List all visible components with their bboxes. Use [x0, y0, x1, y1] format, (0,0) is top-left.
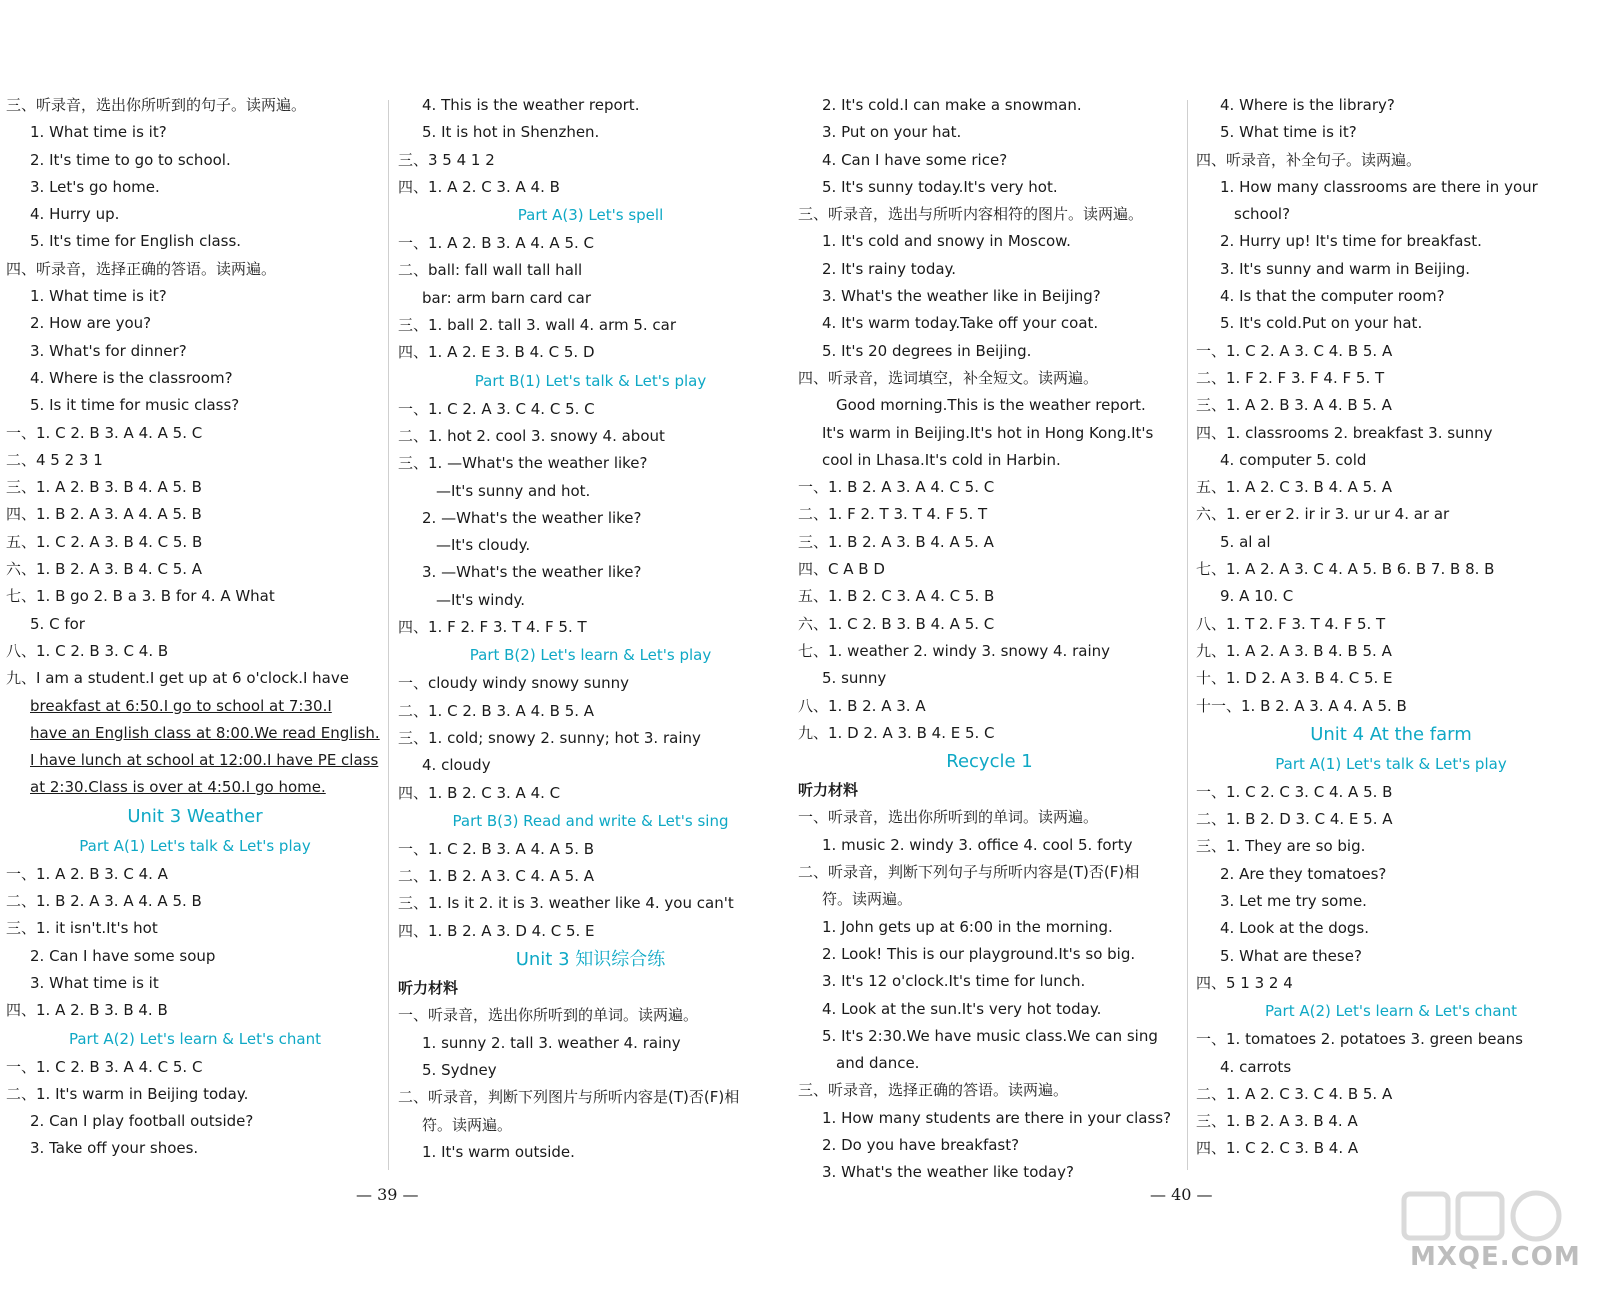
- text-line: 3. —What's the weather like?: [422, 563, 642, 582]
- text-line: —It's windy.: [436, 590, 525, 609]
- text-line: 三、1. Is it 2. it is 3. weather like 4. you can't: [398, 894, 734, 913]
- text-line: 三、1. ball 2. tall 3. wall 4. arm 5. car: [398, 316, 677, 335]
- text-line: 3. Let me try some.: [1220, 892, 1367, 911]
- text-line: 八、1. C 2. B 3. C 4. B: [6, 641, 169, 660]
- text-line: 1. What time is it?: [30, 287, 167, 306]
- text-line: 二、ball: fall wall tall hall: [398, 261, 583, 280]
- page-number-left: — 39 —: [356, 1185, 419, 1204]
- text-line: 符。读两遍。: [422, 1115, 513, 1134]
- text-line: 1. music 2. windy 3. office 4. cool 5. forty: [822, 835, 1133, 854]
- text-line: 2. It's cold.I can make a snowman.: [822, 96, 1082, 114]
- text-line: I have lunch at school at 12:00.I have PE class: [30, 751, 379, 770]
- text-line: 四、1. B 2. A 3. D 4. C 5. E: [398, 921, 595, 940]
- text-line: —It's sunny and hot.: [436, 481, 591, 500]
- text-line: 三、听录音，选择正确的答语。读两遍。: [798, 1081, 1069, 1100]
- section-subheading: Part A(2) Let's learn & Let's chant: [68, 1029, 322, 1048]
- text-line: 四、听录音，补全句子。读两遍。: [1196, 150, 1422, 169]
- text-line: 4. carrots: [1220, 1057, 1292, 1076]
- text-line: 十、1. D 2. A 3. B 4. C 5. E: [1196, 669, 1393, 688]
- column-divider: [1187, 100, 1188, 1170]
- text-line: 5. It is hot in Shenzhen.: [422, 123, 600, 142]
- text-line: 5. It's cold.Put on your hat.: [1220, 314, 1423, 333]
- text-line: 三、听录音，选出与所听内容相符的图片。读两遍。: [798, 205, 1144, 224]
- text-line: 九、I am a student.I get up at 6 o'clock.I have: [6, 669, 349, 688]
- section-heading: Unit 3 Weather: [127, 805, 263, 827]
- text-line: —It's cloudy.: [436, 536, 531, 555]
- text-line: 四、1. A 2. C 3. A 4. B: [398, 177, 560, 196]
- section-subheading: Part A(1) Let's talk & Let's play: [79, 836, 311, 855]
- text-line: 三、1. They are so big.: [1196, 837, 1366, 856]
- text-line: 七、1. weather 2. windy 3. snowy 4. rainy: [798, 641, 1110, 660]
- text-line: 六、1. er er 2. ir ir 3. ur ur 4. ar ar: [1196, 505, 1450, 524]
- text-line: 3. What time is it: [30, 973, 159, 992]
- text-line: 2. Can I play football outside?: [30, 1112, 254, 1131]
- text-line: 三、1. B 2. A 3. B 4. A: [1196, 1112, 1358, 1131]
- text-line: 一、1. C 2. B 3. A 4. A 5. B: [398, 839, 595, 858]
- text-line: have an English class at 8:00.We read English.: [30, 723, 380, 742]
- section-subheading: Part A(2) Let's learn & Let's chant: [1264, 1002, 1518, 1021]
- text-line: 二、1. F 2. T 3. T 4. F 5. T: [798, 505, 988, 524]
- text-line: 四、听录音，选择正确的答语。读两遍。: [6, 259, 277, 278]
- text-line: 四、1. A 2. B 3. B 4. B: [6, 1001, 168, 1020]
- text-line: 3. It's 12 o'clock.It's time for lunch.: [822, 972, 1086, 991]
- text-line: 2. Hurry up! It's time for breakfast.: [1220, 232, 1482, 251]
- text-line: 四、1. A 2. E 3. B 4. C 5. D: [398, 343, 595, 362]
- column-2: [398, 92, 783, 1166]
- text-line: 四、1. classrooms 2. breakfast 3. sunny: [1196, 423, 1493, 442]
- text-line: 八、1. B 2. A 3. A: [798, 696, 926, 715]
- text-line: 4. This is the weather report.: [422, 96, 640, 114]
- text-line: 三、1. —What's the weather like?: [398, 454, 648, 473]
- text-line: 二、1. It's warm in Beijing today.: [6, 1084, 249, 1103]
- text-line: 九、1. A 2. A 3. B 4. B 5. A: [1196, 641, 1392, 660]
- text-line: 2. Can I have some soup: [30, 946, 216, 965]
- text-line: 三、1. it isn't.It's hot: [6, 919, 158, 938]
- text-line: 4. Look at the sun.It's very hot today.: [822, 999, 1102, 1018]
- text-line: 四、1. B 2. C 3. A 4. C: [398, 783, 561, 802]
- watermark-text: MXQE.COM: [1410, 1242, 1581, 1272]
- text-line: 五、1. A 2. C 3. B 4. A 5. A: [1196, 478, 1393, 497]
- text-line: 2. It's time to go to school.: [30, 150, 231, 169]
- text-line: 3. Put on your hat.: [822, 123, 962, 142]
- text-line: 三、1. A 2. B 3. B 4. A 5. B: [6, 478, 202, 497]
- text-line: 4. Where is the classroom?: [30, 368, 233, 387]
- text-line: 一、1. C 2. A 3. C 4. C 5. C: [398, 399, 595, 418]
- text-line: 4. computer 5. cold: [1220, 450, 1367, 469]
- text-line: 5. What time is it?: [1220, 123, 1357, 142]
- text-line: 一、cloudy windy snowy sunny: [398, 674, 629, 693]
- text-line: 四、5 1 3 2 4: [1196, 973, 1293, 992]
- text-line: 一、1. C 2. C 3. C 4. A 5. B: [1196, 782, 1393, 801]
- text-line: 3. What's the weather like today?: [822, 1163, 1074, 1182]
- text-line: 5. It's sunny today.It's very hot.: [822, 177, 1058, 196]
- text-line: 二、听录音，判断下列句子与所听内容是(T)否(F)相: [798, 863, 1140, 882]
- text-line: bar: arm barn card car: [422, 288, 592, 307]
- text-line: 听力材料: [798, 781, 859, 800]
- text-line: 十一、1. B 2. A 3. A 4. A 5. B: [1196, 696, 1407, 715]
- text-line: 3. Take off your shoes.: [30, 1139, 199, 1158]
- text-line: 3. Let's go home.: [30, 177, 160, 196]
- text-line: 听力材料: [398, 979, 459, 998]
- text-line: 一、1. C 2. B 3. A 4. A 5. C: [6, 423, 203, 442]
- text-line: 1. How many classrooms are there in your: [1220, 177, 1538, 196]
- text-line: 2. How are you?: [30, 314, 152, 333]
- text-line: 五、1. B 2. C 3. A 4. C 5. B: [798, 587, 995, 606]
- text-line: 1. sunny 2. tall 3. weather 4. rainy: [422, 1033, 681, 1052]
- text-line: and dance.: [836, 1054, 920, 1073]
- text-line: 5. sunny: [822, 669, 887, 688]
- text-line: school?: [1234, 205, 1291, 224]
- page-number-right: — 40 —: [1150, 1185, 1213, 1204]
- text-line: 一、1. A 2. B 3. A 4. A 5. C: [398, 234, 595, 253]
- text-line: 4. Look at the dogs.: [1220, 919, 1370, 938]
- column-4: [1196, 92, 1586, 1163]
- text-line: 1. John gets up at 6:00 in the morning.: [822, 917, 1113, 936]
- text-line: 一、1. tomatoes 2. potatoes 3. green beans: [1196, 1030, 1523, 1049]
- text-line: 5. What are these?: [1220, 946, 1362, 965]
- text-line: 四、1. B 2. A 3. A 4. A 5. B: [6, 505, 202, 524]
- text-line: 5. It's 20 degrees in Beijing.: [822, 341, 1032, 360]
- text-line: breakfast at 6:50.I go to school at 7:30.I: [30, 696, 332, 715]
- text-line: 二、1. C 2. B 3. A 4. B 5. A: [398, 701, 595, 720]
- text-line: 2. Do you have breakfast?: [822, 1135, 1020, 1154]
- text-line: 5. It's time for English class.: [30, 232, 242, 251]
- text-line: 六、1. B 2. A 3. B 4. C 5. A: [6, 560, 203, 579]
- text-line: 2. —What's the weather like?: [422, 508, 642, 527]
- text-line: 一、听录音，选出你所听到的单词。读两遍。: [398, 1006, 699, 1025]
- text-line: 一、1. C 2. B 3. A 4. C 5. C: [6, 1057, 203, 1076]
- text-line: 9. A 10. C: [1220, 587, 1294, 606]
- text-line: 5. al al: [1220, 532, 1271, 551]
- text-line: 三、3 5 4 1 2: [398, 150, 495, 169]
- text-line: 4. cloudy: [422, 756, 491, 775]
- text-line: 3. It's sunny and warm in Beijing.: [1220, 259, 1471, 278]
- text-line: Good morning.This is the weather report.: [836, 396, 1146, 415]
- text-line: 一、1. A 2. B 3. C 4. A: [6, 864, 168, 883]
- text-line: cool in Lhasa.It's cold in Harbin.: [822, 450, 1061, 469]
- column-divider: [388, 100, 389, 1170]
- text-line: 三、1. B 2. A 3. B 4. A 5. A: [798, 532, 994, 551]
- text-line: It's warm in Beijing.It's hot in Hong Kong.It's: [822, 423, 1154, 442]
- text-line: at 2:30.Class is over at 4:50.I go home.: [30, 778, 326, 797]
- column-3: [798, 92, 1181, 1187]
- text-line: 3. What's for dinner?: [30, 341, 187, 360]
- text-line: 1. It's cold and snowy in Moscow.: [822, 232, 1071, 251]
- text-line: 三、1. A 2. B 3. A 4. B 5. A: [1196, 396, 1392, 415]
- text-line: 一、听录音，选出你所听到的单词。读两遍。: [798, 808, 1099, 827]
- text-line: 二、1. F 2. F 3. F 4. F 5. T: [1196, 368, 1385, 387]
- text-line: 二、听录音，判断下列图片与所听内容是(T)否(F)相: [398, 1088, 740, 1107]
- section-subheading: Part B(1) Let's talk & Let's play: [474, 371, 707, 390]
- text-line: 四、1. F 2. F 3. T 4. F 5. T: [398, 618, 587, 637]
- text-line: 4. Where is the library?: [1220, 96, 1395, 114]
- text-line: 3. What's the weather like in Beijing?: [822, 287, 1101, 306]
- text-line: 1. How many students are there in your class?: [822, 1108, 1172, 1127]
- text-line: 二、4 5 2 3 1: [6, 450, 103, 469]
- watermark-logo-icon: [1398, 1188, 1568, 1288]
- text-line: 5. Is it time for music class?: [30, 396, 240, 415]
- text-line: 三、听录音，选出你所听到的句子。读两遍。: [6, 96, 307, 114]
- text-line: 七、1. B go 2. B a 3. B for 4. A What: [6, 587, 275, 606]
- text-line: 4. Can I have some rice?: [822, 150, 1008, 169]
- text-line: 5. C for: [30, 614, 85, 633]
- text-line: 五、1. C 2. A 3. B 4. C 5. B: [6, 532, 203, 551]
- text-line: 5. Sydney: [422, 1060, 497, 1079]
- section-heading: Recycle 1: [946, 751, 1033, 773]
- section-subheading: Part B(3) Read and write & Let's sing: [452, 811, 729, 830]
- text-line: 四、听录音，选词填空，补全短文。读两遍。: [798, 368, 1099, 387]
- section-subheading: Part A(1) Let's talk & Let's play: [1275, 754, 1507, 773]
- text-line: 1. What time is it?: [30, 123, 167, 142]
- text-line: 符。读两遍。: [822, 890, 913, 909]
- text-line: 二、1. B 2. D 3. C 4. E 5. A: [1196, 810, 1393, 829]
- text-line: 七、1. A 2. A 3. C 4. A 5. B 6. B 7. B 8. B: [1196, 560, 1495, 579]
- text-line: 4. Is that the computer room?: [1220, 287, 1445, 306]
- section-subheading: Part B(2) Let's learn & Let's play: [469, 646, 712, 665]
- text-line: 4. It's warm today.Take off your coat.: [822, 314, 1099, 333]
- text-line: 八、1. T 2. F 3. T 4. F 5. T: [1196, 614, 1386, 633]
- text-line: 2. It's rainy today.: [822, 259, 957, 278]
- text-line: 二、1. A 2. C 3. C 4. B 5. A: [1196, 1084, 1393, 1103]
- section-heading: Unit 4 At the farm: [1310, 723, 1472, 745]
- text-line: 一、1. C 2. A 3. C 4. B 5. A: [1196, 341, 1393, 360]
- section-heading: Unit 3 知识综合练: [515, 949, 666, 971]
- section-subheading: Part A(3) Let's spell: [517, 206, 664, 225]
- text-line: 四、1. C 2. C 3. B 4. A: [1196, 1139, 1359, 1158]
- text-line: 1. It's warm outside.: [422, 1142, 575, 1161]
- text-line: 5. It's 2:30.We have music class.We can sing: [822, 1026, 1158, 1045]
- text-line: 三、1. cold; snowy 2. sunny; hot 3. rainy: [398, 728, 701, 747]
- text-line: 2. Are they tomatoes?: [1220, 864, 1387, 883]
- text-line: 二、1. B 2. A 3. A 4. A 5. B: [6, 892, 202, 911]
- text-line: 四、C A B D: [798, 560, 885, 579]
- column-1: [6, 92, 384, 1163]
- text-line: 六、1. C 2. B 3. B 4. A 5. C: [798, 614, 995, 633]
- text-line: 一、1. B 2. A 3. A 4. C 5. C: [798, 478, 995, 497]
- text-line: 4. Hurry up.: [30, 205, 120, 224]
- text-line: 二、1. hot 2. cool 3. snowy 4. about: [398, 426, 665, 445]
- text-line: 2. Look! This is our playground.It's so big.: [822, 944, 1136, 963]
- text-line: 二、1. B 2. A 3. C 4. A 5. A: [398, 867, 595, 886]
- text-line: 九、1. D 2. A 3. B 4. E 5. C: [798, 723, 995, 742]
